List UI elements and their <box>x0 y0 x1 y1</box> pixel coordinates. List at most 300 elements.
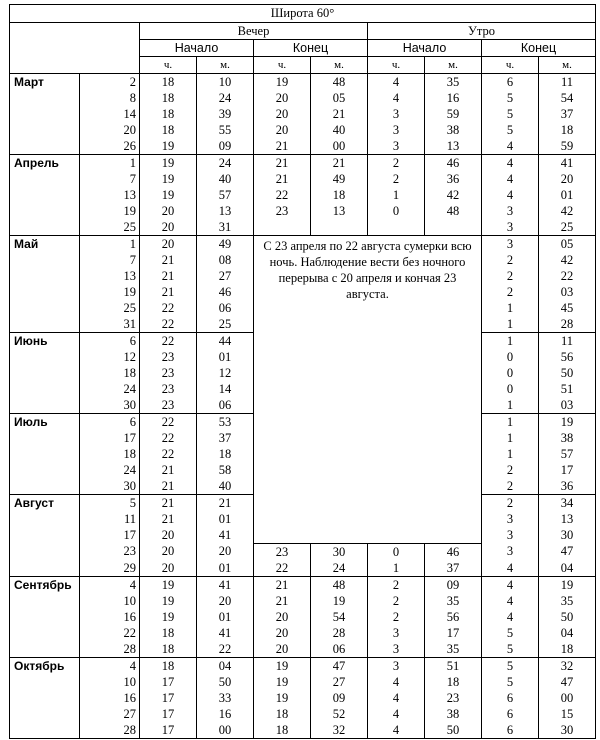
morning-end-minutes: 35 <box>539 593 596 609</box>
month-cell <box>10 690 80 706</box>
morning-end-minutes: 19 <box>539 576 596 593</box>
evening-end-minutes: 21 <box>311 155 368 172</box>
evening-end-minutes: 32 <box>311 722 368 739</box>
evening-end-hours: 19 <box>254 74 311 91</box>
evening-start-minutes: 58 <box>197 462 254 478</box>
evening-start-minutes: 41 <box>197 527 254 543</box>
morning-end-minutes: 25 <box>539 219 596 236</box>
morning-header: Утро <box>368 23 596 40</box>
day-cell: 26 <box>80 138 140 155</box>
morning-end-minutes: 47 <box>539 543 596 560</box>
evening-end-header: Конец <box>254 40 368 57</box>
table-row <box>10 203 596 219</box>
twilight-table-container <box>9 4 596 739</box>
day-cell: 6 <box>80 333 140 350</box>
morning-end-hours: 1 <box>482 397 539 414</box>
month-cell <box>10 397 80 414</box>
evening-start-minutes: 44 <box>197 333 254 350</box>
evening-start-minutes: 53 <box>197 414 254 431</box>
evening-end-hours: 18 <box>254 722 311 739</box>
morning-end-minutes: 32 <box>539 657 596 674</box>
morning-end-minutes: 54 <box>539 90 596 106</box>
evening-start-hours: 20 <box>140 527 197 543</box>
morning-end-minutes: 47 <box>539 674 596 690</box>
evening-end-minutes: 52 <box>311 706 368 722</box>
evening-start-hours: 18 <box>140 122 197 138</box>
evening-end-hours: 21 <box>254 576 311 593</box>
morning-start-minutes: 23 <box>425 690 482 706</box>
morning-start-minutes: 35 <box>425 641 482 658</box>
evening-start-minutes: 27 <box>197 268 254 284</box>
month-cell: Июль <box>10 414 80 431</box>
evening-end-hours: 20 <box>254 641 311 658</box>
morning-end-hours: 5 <box>482 657 539 674</box>
morning-end-hours: 5 <box>482 641 539 658</box>
evening-start-hours: 23 <box>140 397 197 414</box>
day-cell: 25 <box>80 219 140 236</box>
day-cell: 12 <box>80 349 140 365</box>
morning-end-hours: 1 <box>482 446 539 462</box>
evening-start-minutes: 21 <box>197 495 254 512</box>
evening-start-minutes: 12 <box>197 365 254 381</box>
month-cell <box>10 560 80 577</box>
evening-start-hours: 21 <box>140 478 197 495</box>
day-cell: 13 <box>80 187 140 203</box>
evening-end-minutes: 40 <box>311 122 368 138</box>
evening-end-minutes: 54 <box>311 609 368 625</box>
evening-end-hours: 22 <box>254 560 311 577</box>
morning-end-minutes: 41 <box>539 155 596 172</box>
month-cell <box>10 609 80 625</box>
morning-start-minutes: 48 <box>425 203 482 219</box>
morning-end-hours: 4 <box>482 609 539 625</box>
morning-end-minutes: 19 <box>539 414 596 431</box>
morning-start-minutes: 37 <box>425 560 482 577</box>
evening-start-hours: 22 <box>140 430 197 446</box>
day-cell: 7 <box>80 252 140 268</box>
evening-end-hours: 21 <box>254 593 311 609</box>
evening-start-hours: 18 <box>140 90 197 106</box>
evening-start-hours: 23 <box>140 365 197 381</box>
morning-end-hours: 6 <box>482 706 539 722</box>
day-cell: 23 <box>80 543 140 560</box>
morning-start-hours: 3 <box>368 106 425 122</box>
day-cell: 6 <box>80 414 140 431</box>
morning-start-hours: 4 <box>368 74 425 91</box>
day-cell: 2 <box>80 74 140 91</box>
month-cell <box>10 593 80 609</box>
twilight-table <box>9 4 596 739</box>
day-cell: 24 <box>80 381 140 397</box>
evening-start-minutes: 40 <box>197 171 254 187</box>
title-row <box>10 5 596 23</box>
morning-start-minutes: 38 <box>425 122 482 138</box>
morning-end-minutes: 15 <box>539 706 596 722</box>
table-row <box>10 138 596 155</box>
morning-end-hours: 4 <box>482 155 539 172</box>
evening-start-hours: 22 <box>140 333 197 350</box>
evening-end-hours: 21 <box>254 138 311 155</box>
morning-start-minutes: 50 <box>425 722 482 739</box>
month-cell <box>10 446 80 462</box>
evening-end-minutes: 48 <box>311 576 368 593</box>
month-cell <box>10 706 80 722</box>
morning-end-minutes: 42 <box>539 203 596 219</box>
morning-end-minutes: 17 <box>539 462 596 478</box>
month-cell <box>10 381 80 397</box>
month-cell: Август <box>10 495 80 512</box>
period-header-row <box>10 23 596 40</box>
day-cell: 30 <box>80 478 140 495</box>
morning-end-minutes: 00 <box>539 690 596 706</box>
morning-start-minutes <box>425 219 482 236</box>
morning-start-hours: 0 <box>368 543 425 560</box>
table-row <box>10 657 596 674</box>
evening-start-hours: 17 <box>140 722 197 739</box>
day-cell: 19 <box>80 284 140 300</box>
evening-start-minutes: 20 <box>197 593 254 609</box>
evening-start-minutes: 24 <box>197 90 254 106</box>
morning-end-hours: 0 <box>482 381 539 397</box>
morning-end-minutes: 18 <box>539 122 596 138</box>
evening-start-hours: 21 <box>140 252 197 268</box>
evening-end-minutes: 21 <box>311 106 368 122</box>
evening-start-minutes: 41 <box>197 576 254 593</box>
white-nights-note: С 23 апреля по 22 августа сумерки всю ночь. Наблюдение вести без ночного перерыва с 20 апреля и кончая 23 августа. <box>254 236 482 544</box>
table-row <box>10 90 596 106</box>
evening-start-minutes: 14 <box>197 381 254 397</box>
day-cell: 16 <box>80 690 140 706</box>
evening-start-hours: 18 <box>140 641 197 658</box>
day-cell: 28 <box>80 722 140 739</box>
evening-end-hours: 20 <box>254 106 311 122</box>
morning-start-hours: 0 <box>368 203 425 219</box>
evening-start-minutes: 01 <box>197 511 254 527</box>
table-row <box>10 593 596 609</box>
morning-end-hours: 3 <box>482 527 539 543</box>
morning-start-hours: 3 <box>368 641 425 658</box>
corner-cell <box>10 23 140 74</box>
table-title: Широта 60° <box>10 5 596 23</box>
evening-end-hours: 19 <box>254 657 311 674</box>
evening-start-hours: 23 <box>140 381 197 397</box>
day-cell: 28 <box>80 641 140 658</box>
day-cell: 11 <box>80 511 140 527</box>
evening-end-hours: 21 <box>254 171 311 187</box>
table-row <box>10 74 596 91</box>
evening-end-hours: 20 <box>254 90 311 106</box>
morning-start-header: Начало <box>368 40 482 57</box>
evening-end-hours: 22 <box>254 187 311 203</box>
evening-start-minutes: 06 <box>197 397 254 414</box>
morning-start-minutes: 46 <box>425 543 482 560</box>
morning-end-hours: 1 <box>482 300 539 316</box>
month-cell <box>10 252 80 268</box>
evening-start-hours: 19 <box>140 138 197 155</box>
evening-end-hours <box>254 219 311 236</box>
evening-start-hours: 22 <box>140 414 197 431</box>
day-cell: 24 <box>80 462 140 478</box>
evening-start-hours: 20 <box>140 560 197 577</box>
evening-start-minutes: 01 <box>197 349 254 365</box>
evening-end-minutes: 13 <box>311 203 368 219</box>
morning-start-minutes: 17 <box>425 625 482 641</box>
evening-end-hours: 20 <box>254 122 311 138</box>
day-cell: 7 <box>80 171 140 187</box>
day-cell: 5 <box>80 495 140 512</box>
month-cell <box>10 511 80 527</box>
morning-start-hours: 4 <box>368 690 425 706</box>
morning-start-hours: 3 <box>368 625 425 641</box>
evening-start-hours: 17 <box>140 690 197 706</box>
day-cell: 27 <box>80 706 140 722</box>
evening-start-minutes: 39 <box>197 106 254 122</box>
evening-end-minutes: 49 <box>311 171 368 187</box>
day-cell: 17 <box>80 430 140 446</box>
morning-end-minutes: 03 <box>539 284 596 300</box>
morning-start-minutes: 51 <box>425 657 482 674</box>
morning-end-minutes: 11 <box>539 333 596 350</box>
morning-end-hours: 1 <box>482 430 539 446</box>
month-cell <box>10 203 80 219</box>
evening-header: Вечер <box>140 23 368 40</box>
day-cell: 14 <box>80 106 140 122</box>
table-row <box>10 219 596 236</box>
morning-end-hours: 0 <box>482 365 539 381</box>
morning-end-minutes: 04 <box>539 625 596 641</box>
evening-end-minutes: 28 <box>311 625 368 641</box>
table-row <box>10 722 596 739</box>
morning-end-hours: 3 <box>482 203 539 219</box>
morning-start-hours: 3 <box>368 657 425 674</box>
table-row <box>10 706 596 722</box>
day-cell: 18 <box>80 365 140 381</box>
morning-end-minutes: 05 <box>539 236 596 253</box>
morning-end-minutes: 01 <box>539 187 596 203</box>
morning-end-hours: 4 <box>482 560 539 577</box>
evening-start-minutes: 31 <box>197 219 254 236</box>
morning-start-hours: 4 <box>368 674 425 690</box>
table-row <box>10 641 596 658</box>
hours-header: ч. <box>140 57 197 74</box>
evening-start-hours: 20 <box>140 543 197 560</box>
day-cell: 22 <box>80 625 140 641</box>
evening-start-hours: 20 <box>140 203 197 219</box>
morning-start-minutes: 18 <box>425 674 482 690</box>
morning-end-minutes: 56 <box>539 349 596 365</box>
day-cell: 29 <box>80 560 140 577</box>
morning-start-hours: 2 <box>368 576 425 593</box>
month-cell <box>10 349 80 365</box>
hours-header: ч. <box>254 57 311 74</box>
evening-start-minutes: 40 <box>197 478 254 495</box>
morning-end-hours: 4 <box>482 593 539 609</box>
month-cell: Апрель <box>10 155 80 172</box>
morning-end-minutes: 42 <box>539 252 596 268</box>
evening-end-minutes: 00 <box>311 138 368 155</box>
table-row <box>10 122 596 138</box>
day-cell: 1 <box>80 236 140 253</box>
morning-start-hours: 4 <box>368 722 425 739</box>
morning-end-minutes: 59 <box>539 138 596 155</box>
day-cell: 4 <box>80 657 140 674</box>
evening-start-minutes: 10 <box>197 74 254 91</box>
evening-start-minutes: 13 <box>197 203 254 219</box>
morning-end-hours: 2 <box>482 495 539 512</box>
morning-start-hours: 3 <box>368 122 425 138</box>
month-cell <box>10 90 80 106</box>
table-row <box>10 576 596 593</box>
morning-end-minutes: 30 <box>539 527 596 543</box>
month-cell <box>10 138 80 155</box>
morning-end-hours: 6 <box>482 690 539 706</box>
evening-start-hours: 21 <box>140 462 197 478</box>
evening-start-minutes: 41 <box>197 625 254 641</box>
evening-start-minutes: 50 <box>197 674 254 690</box>
month-cell <box>10 300 80 316</box>
morning-end-hours: 3 <box>482 236 539 253</box>
day-cell: 8 <box>80 90 140 106</box>
evening-end-hours: 19 <box>254 674 311 690</box>
morning-end-hours: 5 <box>482 122 539 138</box>
evening-start-minutes: 22 <box>197 641 254 658</box>
morning-end-hours: 5 <box>482 674 539 690</box>
evening-end-minutes: 47 <box>311 657 368 674</box>
morning-start-minutes: 42 <box>425 187 482 203</box>
evening-start-hours: 18 <box>140 625 197 641</box>
morning-end-header: Конец <box>482 40 596 57</box>
table-row <box>10 106 596 122</box>
morning-end-hours: 0 <box>482 349 539 365</box>
evening-end-minutes: 24 <box>311 560 368 577</box>
day-cell: 1 <box>80 155 140 172</box>
morning-end-minutes: 11 <box>539 74 596 91</box>
morning-end-hours: 3 <box>482 219 539 236</box>
evening-end-minutes: 09 <box>311 690 368 706</box>
day-cell: 31 <box>80 316 140 333</box>
morning-end-minutes: 37 <box>539 106 596 122</box>
morning-end-minutes: 34 <box>539 495 596 512</box>
morning-end-minutes: 04 <box>539 560 596 577</box>
morning-start-hours: 4 <box>368 706 425 722</box>
day-cell: 16 <box>80 609 140 625</box>
evening-start-minutes: 24 <box>197 155 254 172</box>
month-cell <box>10 219 80 236</box>
morning-end-minutes: 22 <box>539 268 596 284</box>
minutes-header: м. <box>311 57 368 74</box>
month-cell <box>10 122 80 138</box>
evening-end-minutes: 19 <box>311 593 368 609</box>
month-cell <box>10 268 80 284</box>
evening-start-hours: 19 <box>140 187 197 203</box>
evening-end-hours: 19 <box>254 690 311 706</box>
morning-end-hours: 3 <box>482 511 539 527</box>
evening-end-hours: 23 <box>254 543 311 560</box>
month-cell <box>10 106 80 122</box>
morning-start-hours: 2 <box>368 155 425 172</box>
table-row <box>10 236 596 253</box>
morning-end-minutes: 30 <box>539 722 596 739</box>
evening-start-hours: 21 <box>140 511 197 527</box>
morning-start-minutes: 36 <box>425 171 482 187</box>
evening-end-hours: 20 <box>254 609 311 625</box>
table-row <box>10 674 596 690</box>
day-cell: 19 <box>80 203 140 219</box>
evening-start-hours: 22 <box>140 316 197 333</box>
morning-end-minutes: 20 <box>539 171 596 187</box>
evening-start-hours: 21 <box>140 495 197 512</box>
evening-start-hours: 17 <box>140 706 197 722</box>
morning-end-minutes: 38 <box>539 430 596 446</box>
evening-start-hours: 19 <box>140 576 197 593</box>
month-cell: Июнь <box>10 333 80 350</box>
morning-start-hours: 2 <box>368 609 425 625</box>
table-row <box>10 609 596 625</box>
evening-start-hours: 20 <box>140 219 197 236</box>
morning-start-minutes: 59 <box>425 106 482 122</box>
morning-end-minutes: 50 <box>539 365 596 381</box>
morning-end-hours: 5 <box>482 106 539 122</box>
morning-end-hours: 5 <box>482 625 539 641</box>
evening-start-minutes: 01 <box>197 609 254 625</box>
morning-end-hours: 6 <box>482 74 539 91</box>
evening-start-hours: 19 <box>140 593 197 609</box>
evening-end-minutes <box>311 219 368 236</box>
month-cell <box>10 430 80 446</box>
evening-start-hours: 20 <box>140 236 197 253</box>
morning-end-hours: 1 <box>482 414 539 431</box>
evening-end-minutes: 05 <box>311 90 368 106</box>
table-row <box>10 560 596 577</box>
evening-start-minutes: 06 <box>197 300 254 316</box>
month-cell <box>10 625 80 641</box>
morning-end-hours: 4 <box>482 187 539 203</box>
evening-end-hours: 21 <box>254 155 311 172</box>
morning-start-minutes: 35 <box>425 593 482 609</box>
morning-end-minutes: 57 <box>539 446 596 462</box>
morning-start-hours: 1 <box>368 187 425 203</box>
morning-end-hours: 2 <box>482 252 539 268</box>
month-cell <box>10 187 80 203</box>
morning-end-hours: 2 <box>482 284 539 300</box>
morning-end-minutes: 51 <box>539 381 596 397</box>
morning-end-minutes: 45 <box>539 300 596 316</box>
morning-start-hours: 3 <box>368 138 425 155</box>
evening-start-minutes: 04 <box>197 657 254 674</box>
evening-start-minutes: 57 <box>197 187 254 203</box>
month-cell <box>10 674 80 690</box>
morning-start-hours <box>368 219 425 236</box>
table-row <box>10 155 596 172</box>
day-cell: 20 <box>80 122 140 138</box>
morning-end-hours: 6 <box>482 722 539 739</box>
evening-start-minutes: 18 <box>197 446 254 462</box>
evening-end-minutes: 27 <box>311 674 368 690</box>
morning-start-minutes: 56 <box>425 609 482 625</box>
day-cell: 13 <box>80 268 140 284</box>
morning-end-hours: 3 <box>482 543 539 560</box>
evening-start-minutes: 49 <box>197 236 254 253</box>
morning-end-minutes: 36 <box>539 478 596 495</box>
morning-end-minutes: 03 <box>539 397 596 414</box>
morning-start-hours: 4 <box>368 90 425 106</box>
morning-start-minutes: 46 <box>425 155 482 172</box>
evening-start-minutes: 33 <box>197 690 254 706</box>
morning-start-minutes: 16 <box>425 90 482 106</box>
morning-end-hours: 4 <box>482 171 539 187</box>
evening-start-minutes: 55 <box>197 122 254 138</box>
day-cell: 17 <box>80 527 140 543</box>
